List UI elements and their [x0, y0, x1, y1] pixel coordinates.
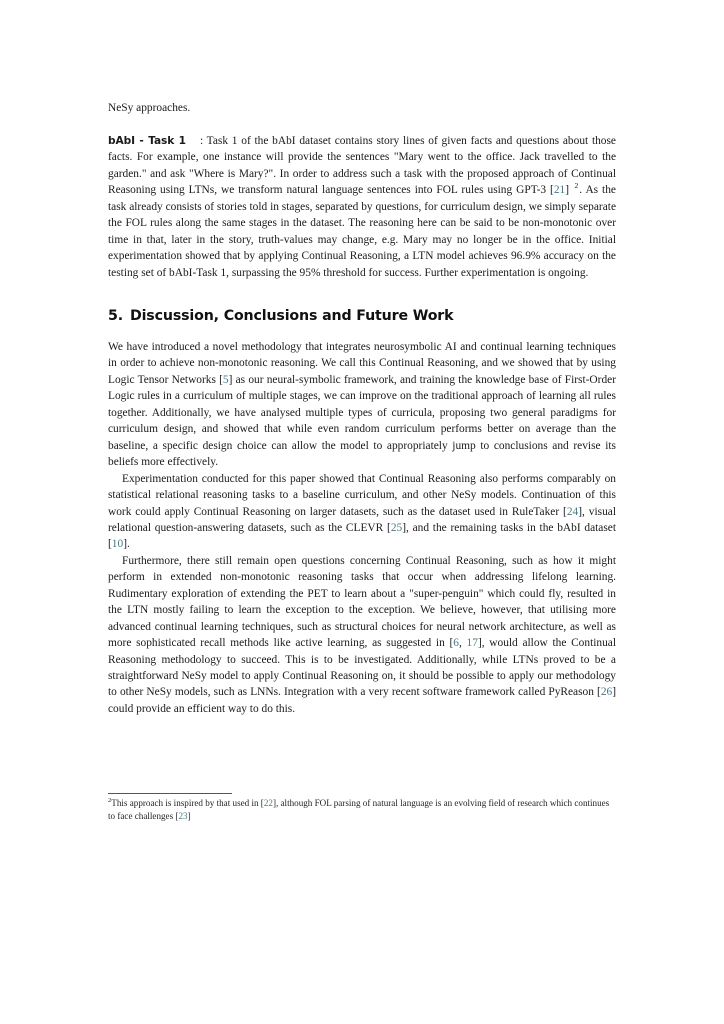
continued-sentence: NeSy approaches.: [108, 102, 191, 114]
footnote-area: [108, 793, 618, 823]
babi-task-paragraph: [108, 133, 616, 281]
p3-text-part-1: Furthermore, there still remain open questions concerning Continual Reasoning, such as how it might perform in extended non-monotonic reasoning tasks that occur when addressing lifelong learning. Rudimentary exploration of extending the PET to learn about a "super-penguin" which could fly, resulted in the LTN mostly failing to learn the exception to the exception. We believe, however, that utilising more advanced continual learning techniques, such as structural choices for neural network architecture, as well as more sophisticated recall methods like active learning, as suggested in [: [108, 554, 616, 650]
p2-text-part-2: ], visual relational question-answering datasets, such as the CLEVR [: [108, 505, 616, 534]
page-content-column: [108, 100, 616, 717]
paragraph-conclusions-3: [108, 553, 616, 718]
citation-5[interactable]: 5: [222, 373, 229, 386]
p3-text-part-4: ] could provide an efficient way to do this.: [108, 686, 616, 715]
babi-task-label: bAbI - Task 1: [108, 134, 186, 147]
footnote-marker: 2: [108, 796, 112, 804]
p1-text-part-1: We have introduced a novel methodology that integrates neurosymbolic AI and continual learning techniques in order to achieve non-monotonic reasoning. We call this Continual Reasoning, and we showed that by using Logic Tensor Networks [: [108, 340, 616, 386]
paragraph-conclusions-1: [108, 339, 616, 471]
p1-text-part-2: ] as our neural-symbolic framework, and training the knowledge base of First-Order Logic rules in a curriculum of multiple stages, we can improve on the traditional approach of learning all rules together. Additionally, we have analysed multiple types of curricula, proposing two general paradigms for curriculum design, and showed that while even random curriculum performs better on average than the baseline, a specific design choice can allow the model to appropriately jump to conclusions and revise its beliefs more effectively.: [108, 373, 616, 469]
footnote-reference-2[interactable]: 2: [574, 181, 579, 191]
citation-22[interactable]: 22: [263, 798, 273, 808]
section-number: 5.: [108, 307, 123, 324]
p3-text-part-3: ], would allow the Continual Reasoning methodology to succeed. This is to be investigated. Additionally, while LTNs proved to be a straightforward NeSy model to apply Continual Reasoning on, it should be possible to apply our methodology to other NeSy models, such as LNNs. Integration with a very recent software framework called PyReason [: [108, 637, 617, 699]
footnote-2: [108, 797, 618, 823]
footnote-divider: [108, 793, 232, 794]
paragraph-conclusions-2: [108, 471, 616, 553]
citation-21[interactable]: 21: [553, 184, 566, 197]
p2-text-part-1: Experimentation conducted for this paper showed that Continual Reasoning also performs comparably on statistical relational reasoning tasks to a baseline curriculum, and other NeSy models. Continuation of this work could apply Continual Reasoning on larger datasets, such as the dataset used in RuleTaker [: [108, 472, 616, 518]
footnote-text-part-1: This approach is inspired by that used in [: [111, 798, 264, 808]
citation-17[interactable]: 17: [466, 637, 478, 650]
citation-26[interactable]: 26: [600, 686, 613, 699]
footnote-text-part-3: ]: [187, 811, 191, 821]
paragraph-spacer: [108, 116, 616, 132]
citation-25[interactable]: 25: [390, 521, 403, 534]
babi-text-part-2: ]: [565, 184, 573, 197]
babi-text-part-1: : Task 1 of the bAbI dataset contains story lines of given facts and questions about those facts. For example, one instance will provide the sentences "Mary went to the office. Jack travelled to the garden." and ask "Where is Mary?". In order to address such a task with the proposed approach of Continual Reasoning using LTNs, we transform natural language sentences into FOL rules using GPT-3 [: [108, 134, 616, 197]
citation-6[interactable]: 6: [453, 637, 459, 650]
p3-text-part-2: ,: [458, 637, 467, 650]
citation-24[interactable]: 24: [566, 505, 579, 518]
babi-text-part-3: . As the task already consists of stories told in stages, separated by questions, for curriculum design, we simply separate the FOL rules along the same stages in the dataset. The reasoning here can be said to be non-monotonic over time in that, later in the story, truth-values may change, e.g. Mary may no longer be in the office. Initial experimentation showed that by applying Continual Reasoning, a LTN model achieves 96.9% accuracy on the testing set of bAbI-Task 1, surpassing the 95% threshold for success. Further experimentation is ongoing.: [108, 184, 616, 279]
section-heading-block: [108, 307, 616, 326]
section-title: Discussion, Conclusions and Future Work: [129, 307, 454, 324]
p2-text-part-3: ], and the remaining tasks in the bAbI dataset [: [108, 521, 617, 551]
footnote-text-part-2: ], although FOL parsing of natural language is an evolving field of research which continues to face challenges [: [108, 798, 610, 821]
citation-10[interactable]: 10: [111, 538, 124, 551]
p2-text-part-4: ].: [123, 538, 130, 551]
citation-23[interactable]: 23: [178, 811, 188, 821]
page-title: [108, 307, 616, 326]
